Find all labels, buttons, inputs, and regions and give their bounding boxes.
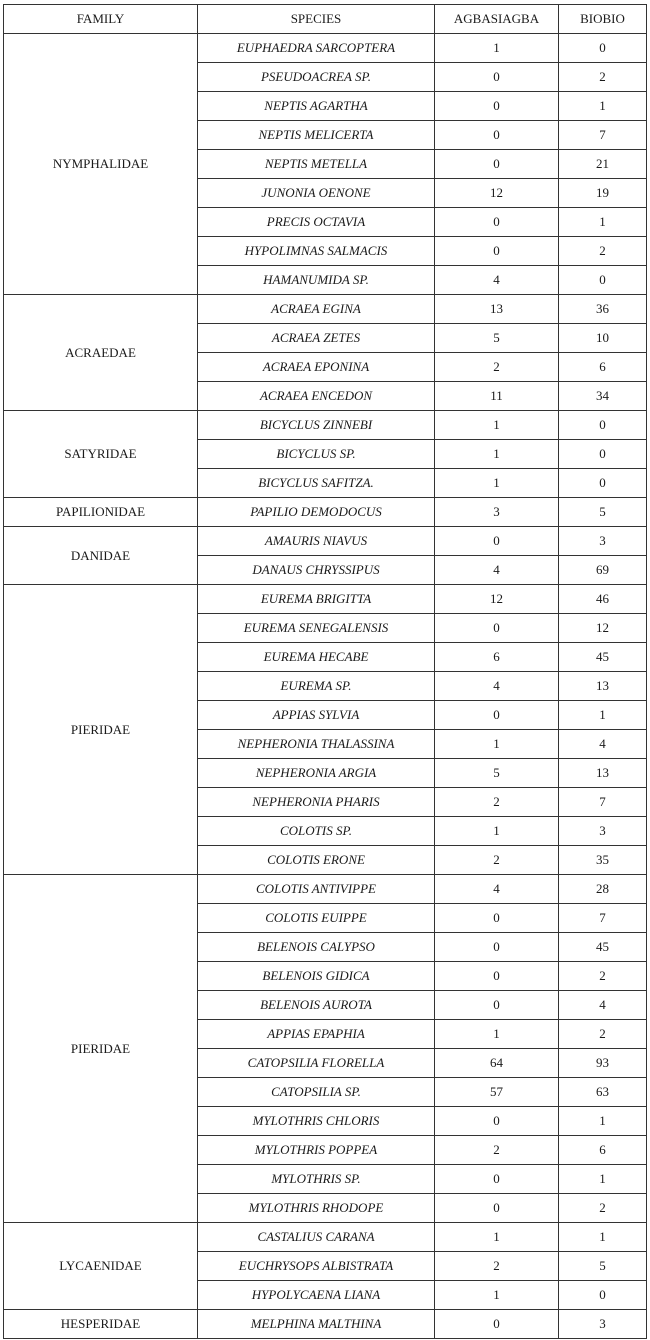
agbasiagba-count-cell: 4 (435, 266, 559, 295)
species-cell: APPIAS SYLVIA (198, 701, 435, 730)
species-cell: AMAURIS NIAVUS (198, 527, 435, 556)
biobio-count-cell: 1 (559, 208, 647, 237)
species-cell: BICYCLUS SAFITZA. (198, 469, 435, 498)
biobio-count-cell: 21 (559, 150, 647, 179)
header-species: SPECIES (198, 5, 435, 34)
header-row (4, 5, 647, 34)
table-row (4, 295, 647, 324)
species-cell: DANAUS CHRYSSIPUS (198, 556, 435, 585)
agbasiagba-count-cell: 1 (435, 1223, 559, 1252)
species-cell: PSEUDOACREA SP. (198, 63, 435, 92)
biobio-count-cell: 4 (559, 991, 647, 1020)
species-cell: HAMANUMIDA SP. (198, 266, 435, 295)
table-row (4, 1310, 647, 1339)
species-cell: MELPHINA MALTHINA (198, 1310, 435, 1339)
biobio-count-cell: 1 (559, 1107, 647, 1136)
family-cell: PIERIDAE (4, 875, 198, 1223)
agbasiagba-count-cell: 6 (435, 643, 559, 672)
biobio-count-cell: 2 (559, 1194, 647, 1223)
biobio-count-cell: 7 (559, 121, 647, 150)
agbasiagba-count-cell: 2 (435, 846, 559, 875)
agbasiagba-count-cell: 0 (435, 1107, 559, 1136)
table-row (4, 585, 647, 614)
species-cell: EUPHAEDRA SARCOPTERA (198, 34, 435, 63)
table-body (4, 34, 647, 1339)
agbasiagba-count-cell: 0 (435, 962, 559, 991)
species-cell: EUREMA SENEGALENSIS (198, 614, 435, 643)
species-cell: BELENOIS CALYPSO (198, 933, 435, 962)
biobio-count-cell: 1 (559, 92, 647, 121)
species-cell: MYLOTHRIS SP. (198, 1165, 435, 1194)
table-row (4, 527, 647, 556)
agbasiagba-count-cell: 1 (435, 469, 559, 498)
biobio-count-cell: 5 (559, 498, 647, 527)
species-cell: CATOPSILIA FLORELLA (198, 1049, 435, 1078)
species-cell: PRECIS OCTAVIA (198, 208, 435, 237)
species-cell: JUNONIA OENONE (198, 179, 435, 208)
species-cell: NEPHERONIA PHARIS (198, 788, 435, 817)
table-row (4, 498, 647, 527)
species-cell: BICYCLUS ZINNEBI (198, 411, 435, 440)
agbasiagba-count-cell: 1 (435, 817, 559, 846)
biobio-count-cell: 7 (559, 788, 647, 817)
agbasiagba-count-cell: 0 (435, 933, 559, 962)
biobio-count-cell: 46 (559, 585, 647, 614)
agbasiagba-count-cell: 0 (435, 63, 559, 92)
agbasiagba-count-cell: 1 (435, 1281, 559, 1310)
agbasiagba-count-cell: 4 (435, 556, 559, 585)
agbasiagba-count-cell: 0 (435, 614, 559, 643)
table-row (4, 1223, 647, 1252)
biobio-count-cell: 1 (559, 1223, 647, 1252)
species-cell: BELENOIS AUROTA (198, 991, 435, 1020)
species-cell: MYLOTHRIS RHODOPE (198, 1194, 435, 1223)
biobio-count-cell: 45 (559, 643, 647, 672)
agbasiagba-count-cell: 1 (435, 1020, 559, 1049)
biobio-count-cell: 28 (559, 875, 647, 904)
biobio-count-cell: 2 (559, 1020, 647, 1049)
biobio-count-cell: 7 (559, 904, 647, 933)
agbasiagba-count-cell: 0 (435, 208, 559, 237)
biobio-count-cell: 12 (559, 614, 647, 643)
table-header (4, 5, 647, 34)
biobio-count-cell: 93 (559, 1049, 647, 1078)
species-cell: BELENOIS GIDICA (198, 962, 435, 991)
agbasiagba-count-cell: 2 (435, 1136, 559, 1165)
biobio-count-cell: 13 (559, 759, 647, 788)
species-cell: ACRAEA EPONINA (198, 353, 435, 382)
species-cell: EUREMA SP. (198, 672, 435, 701)
species-cell: COLOTIS SP. (198, 817, 435, 846)
agbasiagba-count-cell: 57 (435, 1078, 559, 1107)
species-cell: ACRAEA ENCEDON (198, 382, 435, 411)
biobio-count-cell: 1 (559, 701, 647, 730)
biobio-count-cell: 1 (559, 1165, 647, 1194)
agbasiagba-count-cell: 13 (435, 295, 559, 324)
species-cell: NEPTIS MELICERTA (198, 121, 435, 150)
biobio-count-cell: 3 (559, 817, 647, 846)
biobio-count-cell: 45 (559, 933, 647, 962)
table-row (4, 411, 647, 440)
agbasiagba-count-cell: 1 (435, 411, 559, 440)
species-cell: COLOTIS ERONE (198, 846, 435, 875)
biobio-count-cell: 3 (559, 527, 647, 556)
species-cell: APPIAS EPAPHIA (198, 1020, 435, 1049)
agbasiagba-count-cell: 0 (435, 121, 559, 150)
butterfly-species-table (3, 4, 647, 1339)
biobio-count-cell: 69 (559, 556, 647, 585)
species-cell: NEPHERONIA THALASSINA (198, 730, 435, 759)
header-biobio: BIOBIO (559, 5, 647, 34)
biobio-count-cell: 35 (559, 846, 647, 875)
biobio-count-cell: 0 (559, 469, 647, 498)
species-cell: NEPHERONIA ARGIA (198, 759, 435, 788)
family-cell: HESPERIDAE (4, 1310, 198, 1339)
table-row (4, 875, 647, 904)
family-cell: DANIDAE (4, 527, 198, 585)
agbasiagba-count-cell: 0 (435, 1194, 559, 1223)
biobio-count-cell: 4 (559, 730, 647, 759)
agbasiagba-count-cell: 0 (435, 92, 559, 121)
biobio-count-cell: 3 (559, 1310, 647, 1339)
agbasiagba-count-cell: 0 (435, 991, 559, 1020)
agbasiagba-count-cell: 1 (435, 440, 559, 469)
agbasiagba-count-cell: 5 (435, 759, 559, 788)
table-row (4, 34, 647, 63)
species-cell: HYPOLYCAENA LIANA (198, 1281, 435, 1310)
family-cell: NYMPHALIDAE (4, 34, 198, 295)
agbasiagba-count-cell: 0 (435, 237, 559, 266)
biobio-count-cell: 2 (559, 63, 647, 92)
family-cell: ACRAEDAE (4, 295, 198, 411)
header-agbasiagba: AGBASIAGBA (435, 5, 559, 34)
family-cell: LYCAENIDAE (4, 1223, 198, 1310)
agbasiagba-count-cell: 2 (435, 788, 559, 817)
species-cell: PAPILIO DEMODOCUS (198, 498, 435, 527)
agbasiagba-count-cell: 1 (435, 730, 559, 759)
biobio-count-cell: 13 (559, 672, 647, 701)
agbasiagba-count-cell: 11 (435, 382, 559, 411)
species-cell: EUCHRYSOPS ALBISTRATA (198, 1252, 435, 1281)
species-cell: ACRAEA ZETES (198, 324, 435, 353)
biobio-count-cell: 0 (559, 411, 647, 440)
agbasiagba-count-cell: 3 (435, 498, 559, 527)
species-cell: MYLOTHRIS CHLORIS (198, 1107, 435, 1136)
species-cell: NEPTIS AGARTHA (198, 92, 435, 121)
agbasiagba-count-cell: 0 (435, 1165, 559, 1194)
agbasiagba-count-cell: 2 (435, 353, 559, 382)
species-cell: EUREMA HECABE (198, 643, 435, 672)
biobio-count-cell: 36 (559, 295, 647, 324)
agbasiagba-count-cell: 4 (435, 875, 559, 904)
species-cell: BICYCLUS SP. (198, 440, 435, 469)
agbasiagba-count-cell: 12 (435, 179, 559, 208)
biobio-count-cell: 0 (559, 440, 647, 469)
agbasiagba-count-cell: 0 (435, 527, 559, 556)
species-cell: NEPTIS METELLA (198, 150, 435, 179)
family-cell: PIERIDAE (4, 585, 198, 875)
agbasiagba-count-cell: 64 (435, 1049, 559, 1078)
agbasiagba-count-cell: 4 (435, 672, 559, 701)
header-family: FAMILY (4, 5, 198, 34)
biobio-count-cell: 0 (559, 1281, 647, 1310)
biobio-count-cell: 0 (559, 266, 647, 295)
agbasiagba-count-cell: 1 (435, 34, 559, 63)
agbasiagba-count-cell: 12 (435, 585, 559, 614)
biobio-count-cell: 2 (559, 237, 647, 266)
biobio-count-cell: 19 (559, 179, 647, 208)
biobio-count-cell: 6 (559, 353, 647, 382)
species-cell: HYPOLIMNAS SALMACIS (198, 237, 435, 266)
agbasiagba-count-cell: 2 (435, 1252, 559, 1281)
biobio-count-cell: 34 (559, 382, 647, 411)
species-cell: COLOTIS EUIPPE (198, 904, 435, 933)
biobio-count-cell: 2 (559, 962, 647, 991)
biobio-count-cell: 10 (559, 324, 647, 353)
species-cell: CATOPSILIA SP. (198, 1078, 435, 1107)
family-cell: PAPILIONIDAE (4, 498, 198, 527)
species-cell: ACRAEA EGINA (198, 295, 435, 324)
biobio-count-cell: 63 (559, 1078, 647, 1107)
biobio-count-cell: 0 (559, 34, 647, 63)
species-cell: MYLOTHRIS POPPEA (198, 1136, 435, 1165)
species-cell: COLOTIS ANTIVIPPE (198, 875, 435, 904)
agbasiagba-count-cell: 5 (435, 324, 559, 353)
agbasiagba-count-cell: 0 (435, 904, 559, 933)
agbasiagba-count-cell: 0 (435, 1310, 559, 1339)
species-cell: EUREMA BRIGITTA (198, 585, 435, 614)
biobio-count-cell: 6 (559, 1136, 647, 1165)
family-cell: SATYRIDAE (4, 411, 198, 498)
agbasiagba-count-cell: 0 (435, 701, 559, 730)
biobio-count-cell: 5 (559, 1252, 647, 1281)
agbasiagba-count-cell: 0 (435, 150, 559, 179)
species-cell: CASTALIUS CARANA (198, 1223, 435, 1252)
